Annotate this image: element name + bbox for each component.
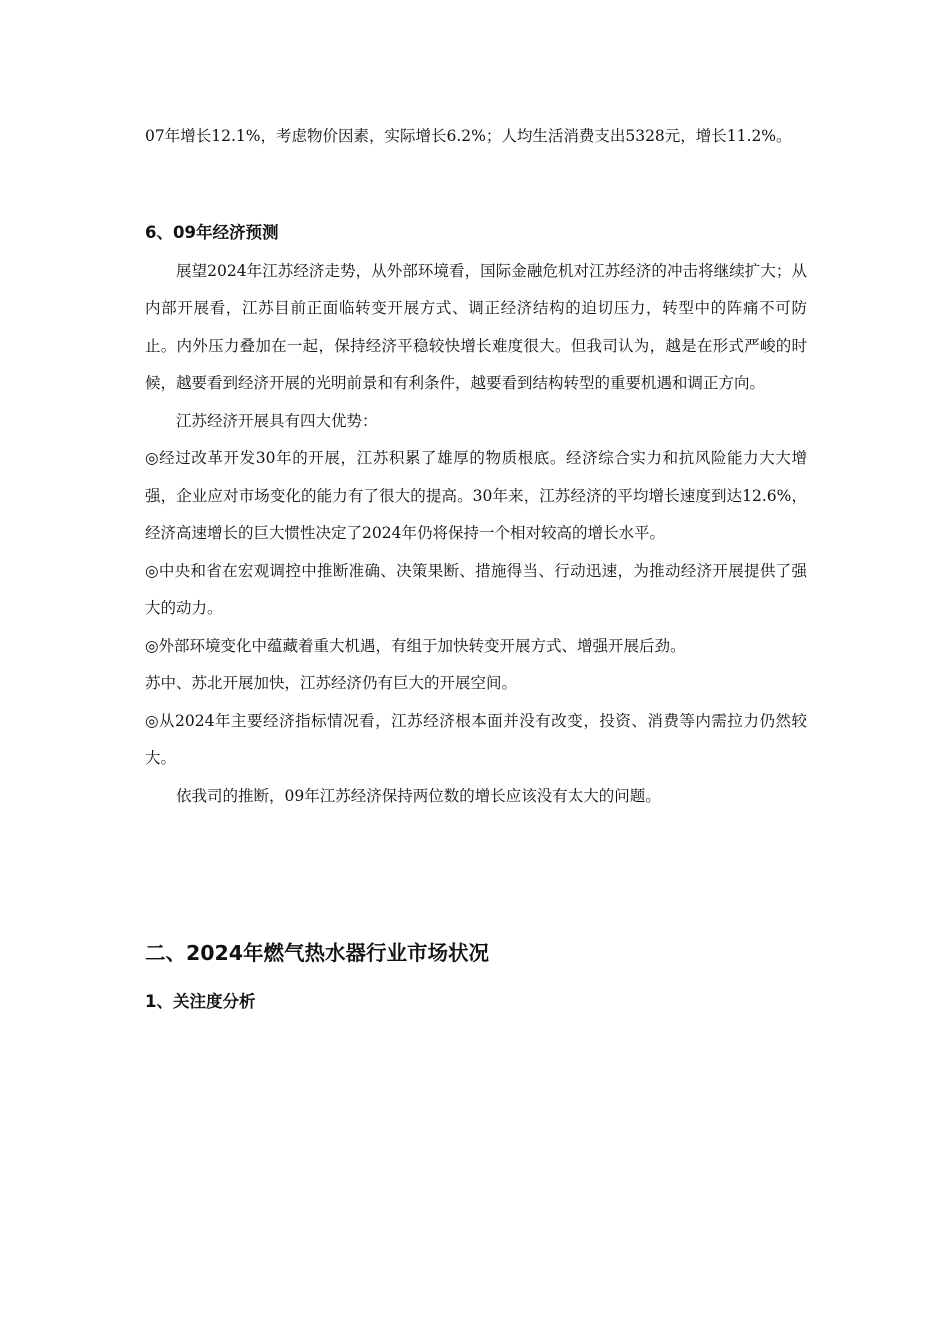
- section-6-heading: 6、09年经济预测: [145, 222, 279, 242]
- spacer: [145, 815, 807, 933]
- forecast-paragraph: 展望2024年江苏经济走势，从外部环境看，国际金融危机对江苏经济的冲击将继续扩大；从内部开展看，江苏目前正面临转变开展方式、调正经济结构的迫切压力，转型中的阵痛不可防止。内外压力叠加在一起，保持经济平稳较快增长难度很大。但我司认为，越是在形式严峻的时候，越要看到经济开展的光明前景和有利条件，越要看到结构转型的重要机遇和调正方向。: [145, 261, 807, 392]
- advantage-bullet-3: ◎外部环境变化中蕴藏着重大机遇，有组于加快转变开展方式、增强开展后劲。: [145, 636, 686, 655]
- advantage-bullet-4: ◎从2024年主要经济指标情况看，江苏经济根本面并没有改变，投资、消费等内需拉力仍然较大。: [145, 711, 807, 767]
- advantages-intro: 江苏经济开展具有四大优势：: [176, 411, 378, 430]
- advantage-bullet-1: ◎经过改革开发30年的开展，江苏积累了雄厚的物质根底。经济综合实力和抗风险能力大大增强，企业应对市场变化的能力有了很大的提高。30年来，江苏经济的平均增长速度到达12.6%，经济高速增长的巨大惯性决定了2024年仍将保持一个相对较高的增长水平。: [145, 449, 807, 542]
- document-body: [145, 118, 807, 1020]
- spacer: [145, 156, 807, 214]
- conclusion-paragraph: 依我司的推断，09年江苏经济保持两位数的增长应该没有太大的问题。: [176, 786, 661, 805]
- subsection-1-heading: 1、关注度分析: [145, 992, 256, 1011]
- advantage-plain-line: 苏中、苏北开展加快，江苏经济仍有巨大的开展空间。: [145, 674, 518, 692]
- advantage-bullet-2: ◎中央和省在宏观调控中推断准确、决策果断、措施得当、行动迅速，为推动经济开展提供了强大的动力。: [145, 561, 807, 617]
- intro-paragraph: 07年增长12.1%，考虑物价因素，实际增长6.2%；人均生活消费支出5328元，增长11.2%。: [145, 127, 792, 145]
- section-2-heading: 二、2024年燃气热水器行业市场状况: [145, 941, 490, 965]
